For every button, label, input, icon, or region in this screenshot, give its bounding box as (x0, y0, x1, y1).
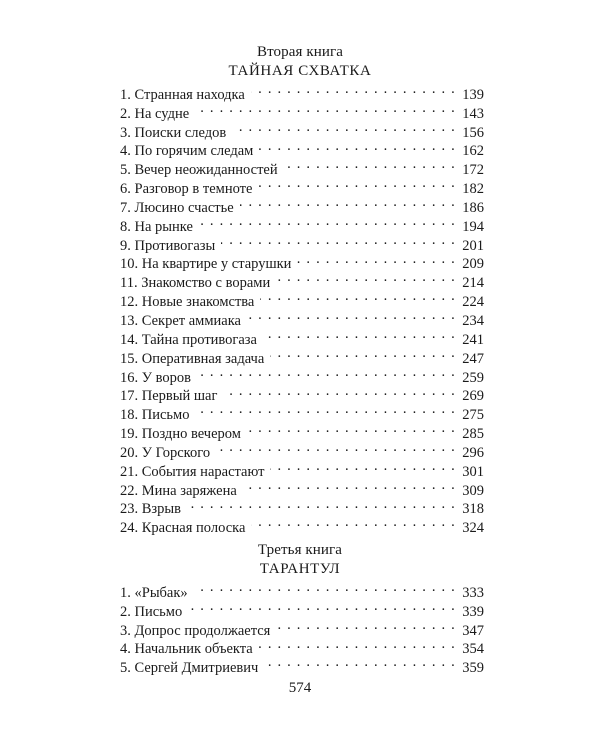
dot-leader (195, 400, 456, 419)
toc-entry-title: 14. Тайна противогаза (120, 331, 257, 348)
dot-leader (251, 80, 456, 99)
dot-leader (264, 653, 456, 672)
toc-entry-page: 259 (462, 369, 484, 386)
dot-leader (297, 250, 456, 269)
dot-leader (194, 578, 456, 597)
dot-leader (247, 419, 456, 438)
toc-entry-page: 354 (462, 641, 484, 658)
book3-title: ТАРАНТУЛ (259, 561, 341, 577)
dot-leader (232, 118, 456, 137)
book3-contents-list (120, 578, 484, 677)
toc-entry-page: 301 (462, 463, 484, 480)
toc-entry (120, 80, 484, 103)
dot-leader (260, 287, 456, 306)
toc-entry-page: 224 (462, 294, 484, 311)
toc-entry-page: 214 (462, 275, 484, 292)
toc-entry-title: 17. Первый шаг (120, 388, 218, 405)
toc-entry-page: 139 (462, 86, 484, 103)
book2-title: ТАЙНАЯ СХВАТКА (228, 63, 372, 79)
dot-leader (247, 306, 456, 325)
dot-leader (197, 363, 456, 382)
dot-leader (243, 476, 456, 495)
dot-leader (263, 325, 456, 344)
book3-label: Третья книга (257, 542, 343, 558)
toc-entry-page: 359 (462, 660, 484, 677)
toc-entry-title: 8. На рынке (120, 218, 193, 235)
toc-entry-page: 333 (462, 584, 484, 601)
toc-entry-title: 3. Поиски следов (120, 124, 227, 141)
toc-entry-title: 13. Секрет аммиака (120, 312, 241, 329)
toc-entry-title: 1. «Рыбак» (120, 584, 188, 601)
dot-leader (276, 268, 456, 287)
toc-entry-page: 201 (462, 237, 484, 254)
toc-entry-page: 172 (462, 162, 484, 179)
toc-entry-page: 347 (462, 622, 484, 639)
toc-entry-title: 21. События нарастают (120, 463, 265, 480)
dot-leader (258, 174, 456, 193)
dot-leader (240, 193, 456, 212)
toc-entry-title: 5. Вечер неожиданностей (120, 162, 278, 179)
dot-leader (223, 382, 456, 401)
toc-entry-title: 24. Красная полоска (120, 520, 246, 537)
toc-entry-title: 4. По горячим следам (120, 143, 254, 160)
toc-entry-title: 5. Сергей Дмитриевич (120, 660, 259, 677)
toc-entry-title: 2. На судне (120, 105, 190, 122)
toc-entry-title: 11. Знакомство с ворами (120, 275, 271, 292)
dot-leader (199, 212, 456, 231)
toc-entry-title: 16. У воров (120, 369, 191, 386)
dot-leader (284, 155, 456, 174)
toc-entry-title: 18. Письмо (120, 407, 190, 424)
toc-entry-page: 285 (462, 426, 484, 443)
dot-leader (270, 457, 456, 476)
dot-leader (188, 597, 456, 616)
toc-entry-page: 156 (462, 124, 484, 141)
dot-leader (216, 438, 456, 457)
toc-entry-page: 186 (462, 199, 484, 216)
toc-entry-page: 269 (462, 388, 484, 405)
toc-entry-page: 241 (462, 331, 484, 348)
toc-entry-title: 2. Письмо (120, 603, 183, 620)
toc-entry-page: 318 (462, 501, 484, 518)
toc-entry-page: 309 (462, 482, 484, 499)
toc-entry-page: 296 (462, 444, 484, 461)
toc-entry-page: 143 (462, 105, 484, 122)
dot-leader (195, 99, 456, 118)
dot-leader (270, 344, 456, 363)
toc-entry-title: 10. На квартире у старушки (120, 256, 292, 273)
dot-leader (251, 513, 456, 532)
dot-leader (221, 231, 456, 250)
page-number: 574 (288, 680, 312, 696)
toc-entry-title: 20. У Горского (120, 444, 211, 461)
toc-entry-page: 339 (462, 603, 484, 620)
dot-leader (259, 635, 456, 654)
toc-entry-title: 3. Допрос продолжается (120, 622, 271, 639)
dot-leader (259, 137, 456, 156)
toc-entry (120, 578, 484, 601)
toc-entry-title: 9. Противогазы (120, 237, 216, 254)
toc-entry-title: 23. Взрыв (120, 501, 181, 518)
book3-heading (0, 542, 600, 578)
toc-entry-title: 4. Начальник объекта (120, 641, 253, 658)
book2-contents-list (120, 80, 484, 537)
book2-heading (0, 44, 600, 80)
toc-entry-title: 7. Люсино счастье (120, 199, 234, 216)
toc-entry-title: 15. Оперативная задача (120, 350, 265, 367)
toc-entry-page: 194 (462, 218, 484, 235)
toc-entry-title: 1. Странная находка (120, 86, 245, 103)
toc-entry-page: 247 (462, 350, 484, 367)
toc-entry-title: 6. Разговор в темноте (120, 181, 253, 198)
toc-entry-title: 22. Мина заряжена (120, 482, 237, 499)
dot-leader (187, 495, 456, 514)
dot-leader (276, 616, 456, 635)
toc-entry-page: 324 (462, 520, 484, 537)
book2-label: Вторая книга (256, 44, 344, 60)
toc-entry-page: 162 (462, 143, 484, 160)
toc-entry-page: 234 (462, 312, 484, 329)
toc-entry-page: 182 (462, 181, 484, 198)
toc-entry-title: 19. Поздно вечером (120, 426, 241, 443)
toc-entry-page: 275 (462, 407, 484, 424)
toc-entry-title: 12. Новые знакомства (120, 294, 255, 311)
toc-entry-page: 209 (462, 256, 484, 273)
